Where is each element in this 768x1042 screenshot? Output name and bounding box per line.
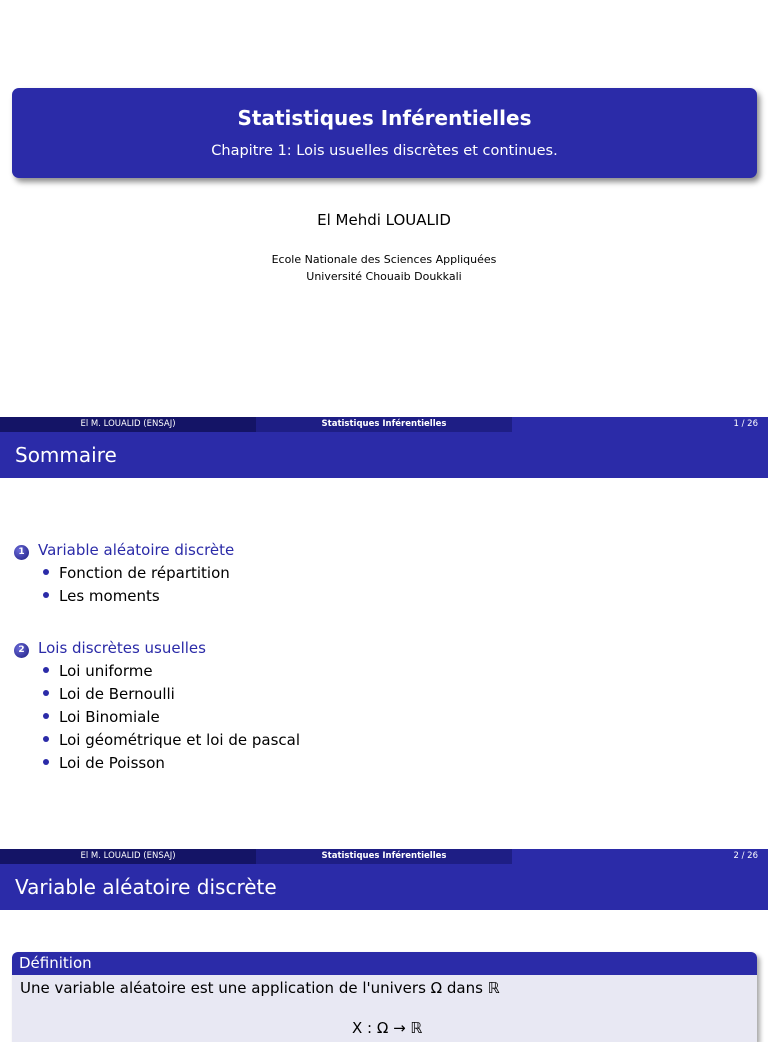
bullet-icon (43, 569, 49, 575)
footer-title: Statistiques Inférentielles (256, 417, 512, 432)
toc-section-2[interactable] (14, 639, 206, 658)
footer-title: Statistiques Inférentielles (256, 849, 512, 864)
toc-subsection[interactable]: Loi géométrique et loi de pascal (43, 731, 300, 749)
toc-subsection[interactable]: Loi de Bernoulli (43, 685, 175, 703)
bullet-icon (43, 759, 49, 765)
definition-text: Une variable aléatoire est une application de l'univers Ω dans ℝ (20, 979, 500, 997)
bullet-icon (43, 667, 49, 673)
frame-title: Variable aléatoire discrète (0, 864, 768, 910)
definition-block-body (12, 975, 757, 1042)
definition-formula: X : Ω → ℝ (352, 1019, 423, 1037)
footer-page-number: 2 / 26 (512, 849, 768, 864)
bullet-icon (43, 736, 49, 742)
toc-subsection[interactable]: Loi uniforme (43, 662, 153, 680)
definition-block-title: Définition (12, 952, 757, 975)
bullet-icon (43, 713, 49, 719)
section-number-badge: 1 (14, 545, 29, 560)
author-name: El Mehdi LOUALID (317, 211, 451, 229)
presentation-title: Statistiques Inférentielles (237, 106, 532, 130)
frame-title: Sommaire (0, 432, 768, 478)
footer-author: El M. LOUALID (ENSAJ) (0, 849, 256, 864)
title-slide (0, 0, 768, 417)
bullet-icon (43, 690, 49, 696)
title-box (12, 88, 757, 178)
section-number-badge: 2 (14, 643, 29, 658)
toc-subsection[interactable]: Loi de Poisson (43, 754, 165, 772)
slide-footer (0, 849, 768, 864)
footer-author: El M. LOUALID (ENSAJ) (0, 417, 256, 432)
toc-subsection[interactable]: Loi Binomiale (43, 708, 160, 726)
slide-footer (0, 417, 768, 432)
institution-line-2: Université Chouaib Doukkali (306, 270, 462, 283)
sommaire-slide (0, 417, 768, 849)
toc-section-title: Variable aléatoire discrète (38, 541, 235, 559)
institution-line-1: Ecole Nationale des Sciences Appliquées (271, 253, 497, 266)
presentation-subtitle: Chapitre 1: Lois usuelles discrètes et continues. (211, 143, 558, 159)
bullet-icon (43, 592, 49, 598)
toc-subsection[interactable]: Fonction de répartition (43, 564, 230, 582)
toc-section-title: Lois discrètes usuelles (38, 639, 206, 657)
footer-page-number: 1 / 26 (512, 417, 768, 432)
toc-section-1[interactable] (14, 541, 234, 560)
definition-block (12, 952, 757, 1042)
definition-slide (0, 849, 768, 1037)
toc-subsection[interactable]: Les moments (43, 587, 160, 605)
